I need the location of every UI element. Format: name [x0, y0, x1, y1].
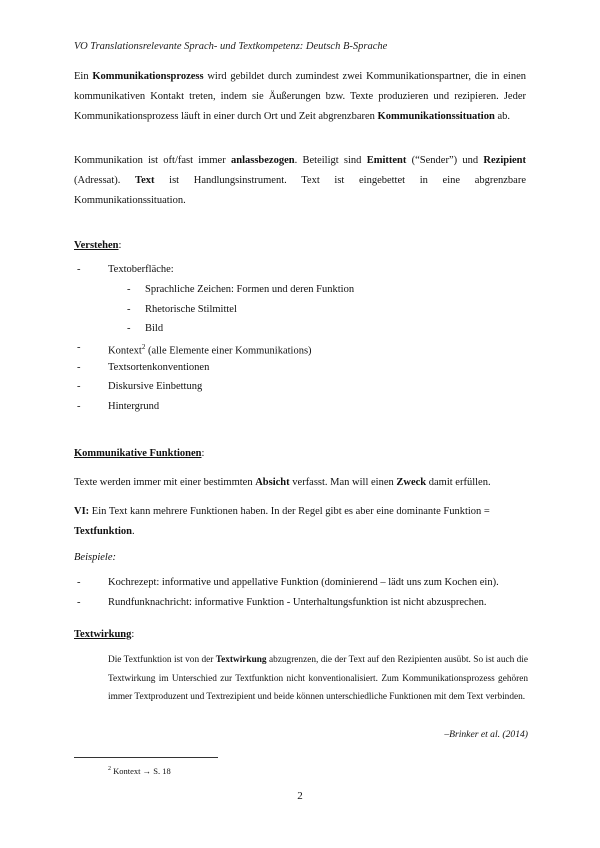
page-number: 2	[297, 790, 303, 802]
list-item: - Textsortenkonventionen	[77, 361, 210, 373]
blockquote-textwirkung: Die Textfunktion ist von der Textwirkung abzugrenzen, die der Text auf den Rezipienten ausübt. So ist auch die Textwirkung im Unterschied zur Textfunktion nicht konventionalisiert. Zum Kommunikationsprozess gehören immer Textproduzent und Textrezipient und beide können unterschiedliche Funktionen mit dem Text verbinden.	[108, 655, 528, 702]
list-item: - Textoberfläche:	[77, 264, 174, 275]
list-item: - Rundfunknachricht: informative Funktion - Unterhaltungsfunktion ist nicht abzusprechen.	[77, 596, 487, 608]
paragraph-kommunikation: Kommunikation ist oft/fast immer anlassbezogen. Beteiligt sind Emittent (“Sender”) und Rezipient (Adressat). Text ist Handlungsinstrument. Text ist eingebettet in eine abgrenzbare Kommunikationssituation.	[74, 155, 526, 206]
verstehen-list-rest	[77, 338, 312, 416]
verstehen-sublist	[127, 280, 355, 339]
footnote: $^2$ Kontext → S. 18	[108, 766, 171, 776]
paragraph-absicht: Texte werden immer mit einer bestimmten Absicht verfasst. Man will einen Zweck damit erfüllen.	[74, 477, 491, 488]
running-header: VO Translationsrelevante Sprach- und Textkompetenz: Deutsch B-Sprache	[74, 41, 388, 52]
list-item: - Kontext$^2$ (alle Elemente einer Kommunikations)	[77, 342, 312, 357]
list-item: - Kochrezept: informative und appellative Funktion (dominierend – lädt uns zum Kochen ein).	[77, 577, 499, 588]
paragraph-kommunikationsprozess: Ein Kommunikationsprozess wird gebildet durch zumindest zwei Kommunikationspartner, die in einen kommunikativen Kontakt treten, indem sie Äußerungen bzw. Texte produzieren und rezipieren. Jeder Kommunikationsprozess läuft in einer durch Ort und Zeit abgrenzbaren Kommunikationssituation ab.	[74, 71, 526, 122]
verstehen-list	[77, 260, 174, 280]
paragraph-textfunktion: VI: Ein Text kann mehrere Funktionen haben. In der Regel gibt es aber eine dominante Funktion = Textfunktion.	[74, 506, 490, 537]
beispiele-list	[77, 573, 499, 612]
citation: –Brinker et al. (2014)	[444, 729, 528, 740]
list-item: - Rhetorische Stilmittel	[127, 303, 237, 315]
footnote-separator	[74, 757, 218, 758]
list-item: - Sprachliche Zeichen: Formen und deren Funktion	[127, 284, 355, 295]
list-item: - Hintergrund	[77, 400, 160, 412]
heading-kommunikative-funktionen: Kommunikative Funktionen:	[74, 448, 205, 459]
list-item: - Diskursive Einbettung	[77, 381, 203, 392]
list-item: - Bild	[127, 323, 164, 334]
heading-textwirkung: Textwirkung:	[74, 629, 135, 640]
label-beispiele: Beispiele:	[74, 552, 116, 563]
heading-verstehen: Verstehen:	[74, 240, 122, 251]
